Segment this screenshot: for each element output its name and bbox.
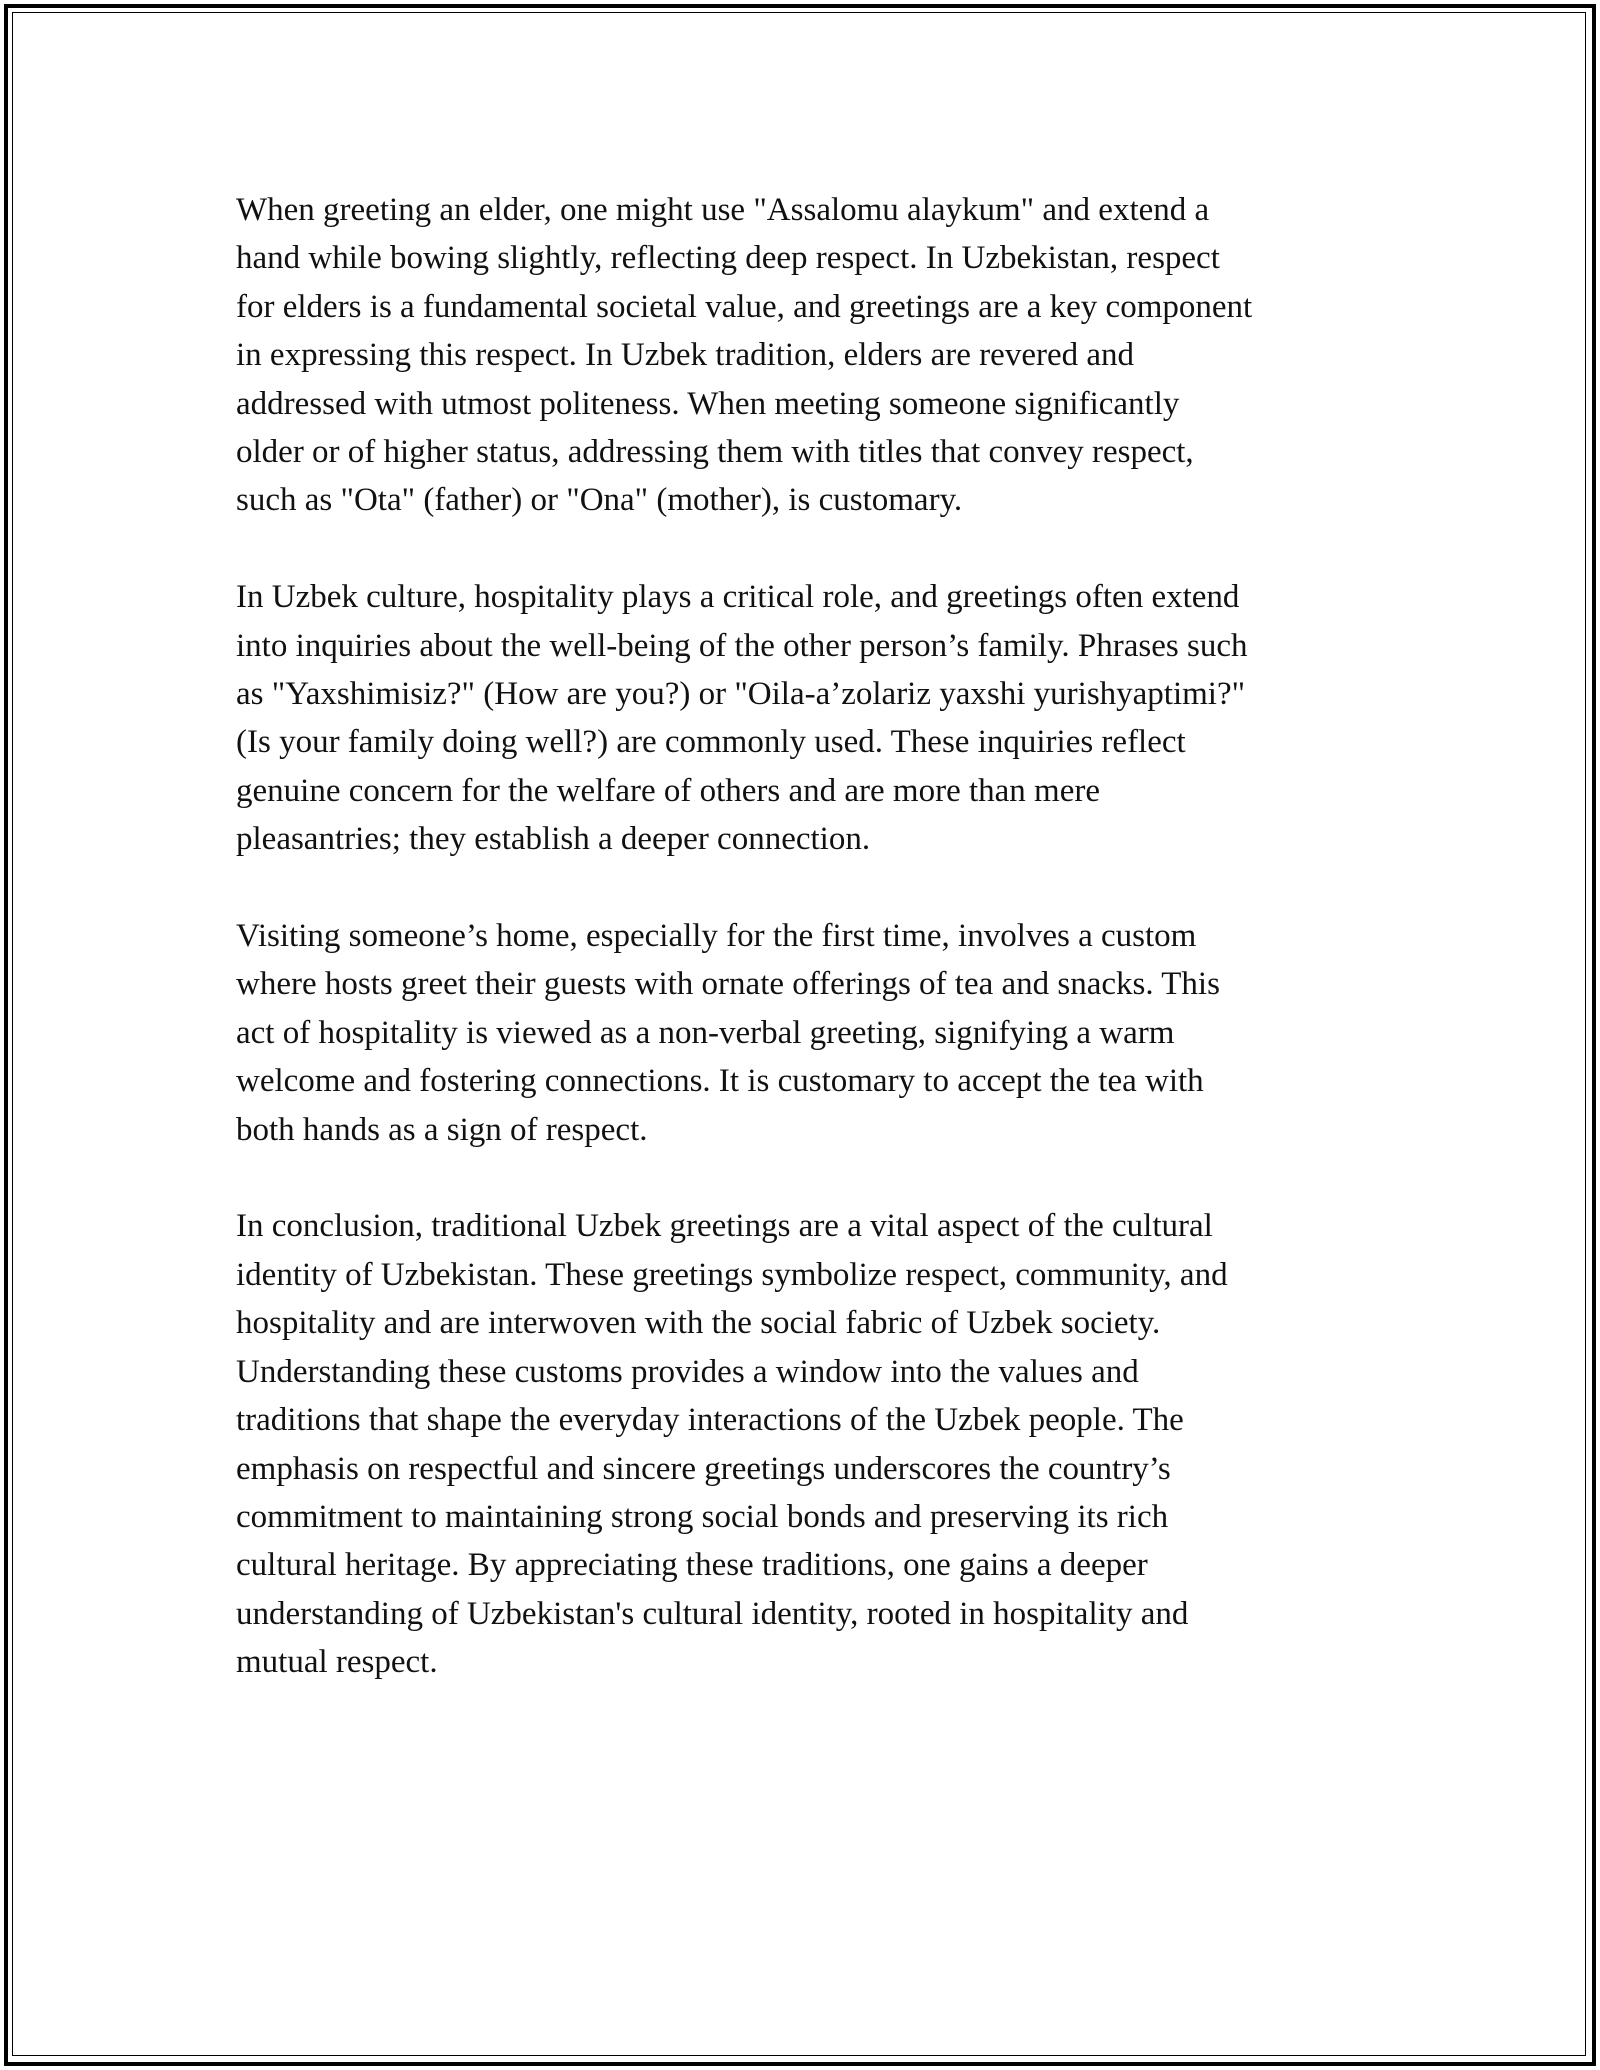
text-line: both hands as a sign of respect.: [236, 1111, 648, 1148]
paragraph-hospitality: [236, 573, 1376, 863]
text-line: addressed with utmost politeness. When meeting someone significantly: [236, 385, 1180, 422]
text-line: (Is your family doing well?) are commonly used. These inquiries reflect: [236, 724, 1186, 761]
text-line: such as "Ota" (father) or "Ona" (mother), is customary.: [236, 482, 963, 519]
text-line: genuine concern for the welfare of others and are more than mere: [236, 772, 1100, 809]
paragraph-conclusion: [236, 1202, 1376, 1686]
text-line: act of hospitality is viewed as a non-verbal greeting, signifying a warm: [236, 1014, 1175, 1051]
text-line: mutual respect.: [236, 1644, 438, 1681]
text-line: pleasantries; they establish a deeper connection.: [236, 821, 871, 858]
text-line: where hosts greet their guests with ornate offerings of tea and snacks. This: [236, 966, 1220, 1003]
text-line: When greeting an elder, one might use "Assalomu alaykum" and extend a: [236, 192, 1210, 228]
text-line: commitment to maintaining strong social bonds and preserving its rich: [236, 1498, 1169, 1535]
text-line: for elders is a fundamental societal value, and greetings are a key component: [236, 288, 1253, 325]
text-line: hand while bowing slightly, reflecting deep respect. In Uzbekistan, respect: [236, 240, 1220, 277]
text-line: cultural heritage. By appreciating these traditions, one gains a deeper: [236, 1547, 1148, 1584]
text-line: understanding of Uzbekistan's cultural identity, rooted in hospitality and: [236, 1595, 1189, 1632]
text-line: identity of Uzbekistan. These greetings symbolize respect, community, and: [236, 1256, 1228, 1293]
text-line: hospitality and are interwoven with the social fabric of Uzbek society.: [236, 1305, 1161, 1342]
text-line: in expressing this respect. In Uzbek tradition, elders are revered and: [236, 337, 1134, 374]
text-line: In conclusion, traditional Uzbek greetings are a vital aspect of the cultural: [236, 1208, 1213, 1245]
paragraph-home-visits: [236, 912, 1376, 1154]
text-line: traditions that shape the everyday interactions of the Uzbek people. The: [236, 1402, 1184, 1439]
text-line: welcome and fostering connections. It is customary to accept the tea with: [236, 1063, 1204, 1100]
text-line: as "Yaxshimisiz?" (How are you?) or "Oila-a’zolariz yaxshi yurishyaptimi?": [236, 676, 1246, 713]
text-line: Understanding these customs provides a window into the values and: [236, 1353, 1139, 1390]
paragraph-elder-greetings: [236, 186, 1376, 525]
text-line: In Uzbek culture, hospitality plays a critical role, and greetings often extend: [236, 579, 1240, 616]
text-line: older or of higher status, addressing them with titles that convey respect,: [236, 434, 1194, 471]
document-body: [236, 186, 1376, 1735]
text-line: into inquiries about the well-being of the other person’s family. Phrases such: [236, 627, 1248, 664]
text-line: Visiting someone’s home, especially for the first time, involves a custom: [236, 918, 1197, 955]
text-line: emphasis on respectful and sincere greetings underscores the country’s: [236, 1450, 1171, 1487]
